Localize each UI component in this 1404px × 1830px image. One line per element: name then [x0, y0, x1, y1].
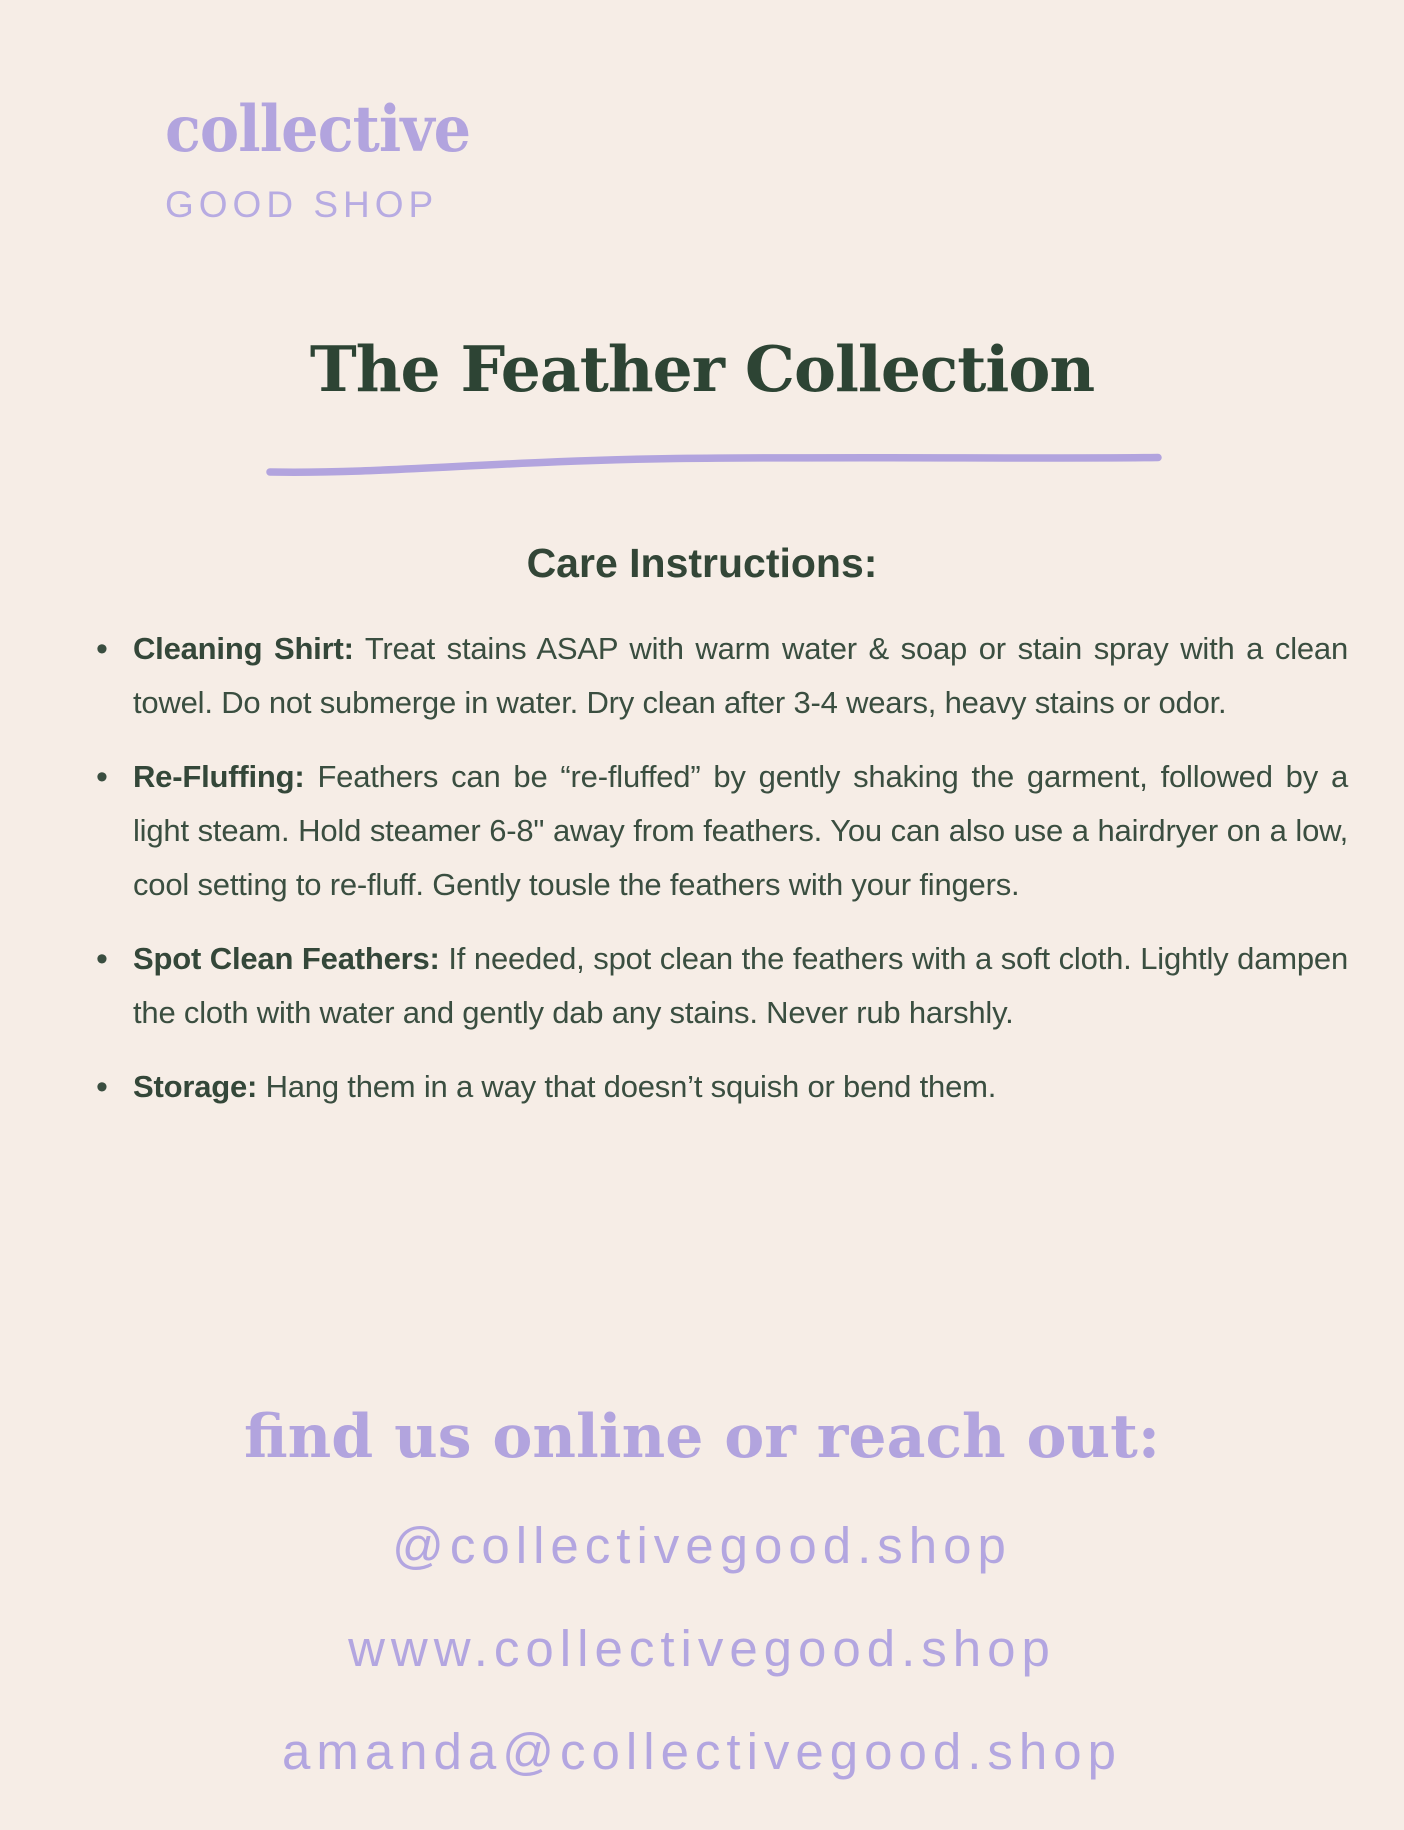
- list-item-spot-clean-feathers: [96, 932, 1348, 1040]
- list-item-re-fluffing: [96, 750, 1348, 912]
- page-title: The Feather Collection: [309, 332, 1095, 406]
- list-item-text: Feathers can be “re-fluffed” by gently shaking the garment, followed by a light steam. Hold steamer 6-8" away from feathers. You can also use a hairdryer on a low, cool setting to re-fluff. Gently tousle the feathers with your fingers.: [133, 759, 1348, 902]
- footer-heading: find us online or reach out:: [243, 1402, 1161, 1472]
- title-underline-squiggle: [266, 452, 1162, 478]
- brand-logo-name: collective: [165, 92, 471, 167]
- brand-logo: [165, 92, 497, 226]
- contact-website: www.collectivegood.shop: [348, 1620, 1056, 1677]
- care-instructions-list: [96, 622, 1348, 1134]
- contact-email: amanda@collectivegood.shop: [281, 1723, 1123, 1780]
- list-item-text: Treat stains ASAP with warm water & soap or stain spray with a clean towel. Do not submerge in water. Dry clean after 3-4 wears, heavy stains or odor.: [133, 631, 1348, 720]
- list-item-label: Cleaning Shirt:: [133, 631, 354, 666]
- section-heading: Care Instructions:: [526, 540, 878, 586]
- list-item-label: Re-Fluffing:: [133, 759, 305, 794]
- list-item-text: If needed, spot clean the feathers with a soft cloth. Lightly dampen the cloth with water and gently dab any stains. Never rub harshly.: [133, 941, 1348, 1030]
- list-item-storage: [96, 1060, 1348, 1114]
- list-item-text: Hang them in a way that doesn’t squish or bend them.: [265, 1069, 997, 1104]
- list-item-cleaning-shirt: [96, 622, 1348, 730]
- list-item-label: Storage:: [133, 1069, 258, 1104]
- list-item-label: Spot Clean Feathers:: [133, 941, 440, 976]
- contact-social-handle: @collectivegood.shop: [392, 1517, 1012, 1574]
- footer-contacts: [0, 1494, 1404, 1803]
- brand-logo-tagline: GOOD SHOP: [165, 184, 439, 225]
